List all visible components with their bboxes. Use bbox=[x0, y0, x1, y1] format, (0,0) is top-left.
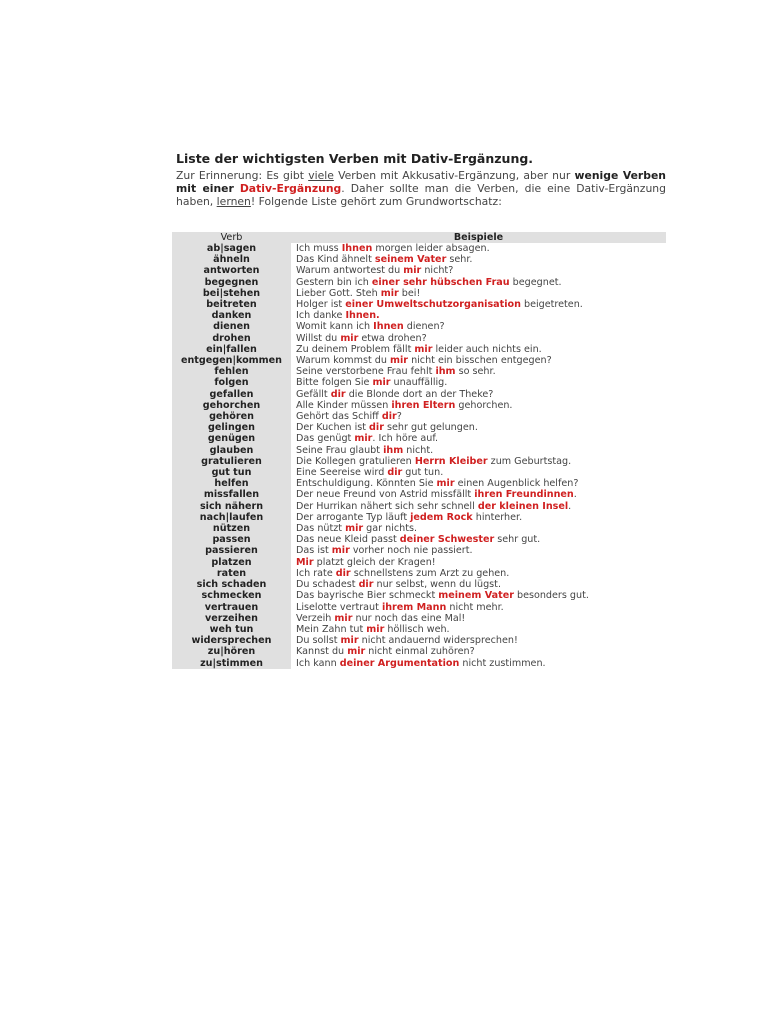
example-cell bbox=[291, 445, 666, 456]
example-text: Das neue Kleid passt bbox=[296, 534, 400, 546]
example-cell bbox=[291, 501, 666, 512]
underlined-word: lernen bbox=[216, 195, 251, 208]
verb-cell: antworten bbox=[172, 265, 291, 276]
example-text: nicht. bbox=[403, 444, 434, 456]
example-text: nur selbst, wenn du lügst. bbox=[373, 579, 501, 591]
dative-object: Herrn Kleiber bbox=[414, 455, 488, 467]
dative-object: mir bbox=[334, 612, 353, 624]
intro-text: Zur Erinnerung: Es gibt bbox=[176, 169, 309, 182]
example-cell bbox=[291, 288, 666, 299]
example-text: ? bbox=[396, 411, 402, 423]
dative-object: mir bbox=[403, 265, 422, 277]
example-text: Das nützt bbox=[296, 523, 346, 535]
example-cell bbox=[291, 321, 666, 332]
verb-cell: vertrauen bbox=[172, 602, 291, 613]
example-text: beigetreten. bbox=[520, 299, 583, 311]
example-cell bbox=[291, 624, 666, 635]
dative-object: dir bbox=[330, 388, 346, 400]
example-cell bbox=[291, 355, 666, 366]
example-text: Willst du bbox=[296, 332, 341, 344]
dative-object: einer sehr hübschen Frau bbox=[371, 276, 510, 288]
example-cell bbox=[291, 467, 666, 478]
verb-cell: dienen bbox=[172, 321, 291, 332]
table-row bbox=[172, 333, 666, 344]
table-row bbox=[172, 545, 666, 556]
example-cell bbox=[291, 602, 666, 613]
example-text: hinterher. bbox=[472, 511, 523, 523]
example-cell bbox=[291, 299, 666, 310]
verb-column-header: Verb bbox=[172, 232, 291, 243]
example-text: Gestern bin ich bbox=[296, 276, 372, 288]
example-cell bbox=[291, 265, 666, 276]
table-row bbox=[172, 478, 666, 489]
example-cell bbox=[291, 478, 666, 489]
verb-cell: drohen bbox=[172, 333, 291, 344]
verb-cell: entgegen|kommen bbox=[172, 355, 291, 366]
verb-cell: passieren bbox=[172, 545, 291, 556]
table-row bbox=[172, 501, 666, 512]
verb-cell: folgen bbox=[172, 377, 291, 388]
example-cell bbox=[291, 635, 666, 646]
dative-object: ihren Eltern bbox=[391, 399, 456, 411]
example-text: Ich danke bbox=[296, 310, 346, 322]
dative-object: Ihnen. bbox=[345, 310, 380, 322]
table-row bbox=[172, 523, 666, 534]
table-row bbox=[172, 568, 666, 579]
example-text: Entschuldigung. Könnten Sie bbox=[296, 478, 437, 490]
example-text: Gehört das Schiff bbox=[296, 411, 382, 423]
table-row bbox=[172, 299, 666, 310]
underlined-word: viele bbox=[308, 169, 334, 182]
verb-cell: gelingen bbox=[172, 422, 291, 433]
example-text: Das ist bbox=[296, 545, 332, 557]
example-cell bbox=[291, 590, 666, 601]
example-text: gar nichts. bbox=[363, 523, 418, 535]
dative-object: mir bbox=[366, 623, 385, 635]
example-text: Ich muss bbox=[296, 243, 342, 254]
table-row bbox=[172, 445, 666, 456]
example-cell bbox=[291, 254, 666, 265]
verb-cell: schmecken bbox=[172, 590, 291, 601]
dative-object: mir bbox=[436, 478, 455, 490]
dative-object: mir bbox=[340, 332, 359, 344]
verb-cell: glauben bbox=[172, 445, 291, 456]
table-row bbox=[172, 602, 666, 613]
table-row bbox=[172, 658, 666, 669]
verb-cell: raten bbox=[172, 568, 291, 579]
verb-cell: zu|stimmen bbox=[172, 658, 291, 669]
table-row bbox=[172, 377, 666, 388]
table-row bbox=[172, 243, 666, 254]
dative-object: Mir bbox=[296, 556, 314, 568]
verb-cell: fehlen bbox=[172, 366, 291, 377]
verb-cell: beitreten bbox=[172, 299, 291, 310]
verb-cell: danken bbox=[172, 310, 291, 321]
example-text: Mein Zahn tut bbox=[296, 623, 367, 635]
example-cell bbox=[291, 411, 666, 422]
dative-object: mir bbox=[347, 646, 366, 658]
verb-cell: gut tun bbox=[172, 467, 291, 478]
table-row bbox=[172, 277, 666, 288]
verb-cell: nützen bbox=[172, 523, 291, 534]
table-row bbox=[172, 411, 666, 422]
example-text: nicht zustimmen. bbox=[459, 657, 546, 669]
intro-text: ! Folgende Liste gehört zum Grundwortschatz: bbox=[250, 195, 502, 208]
table-row bbox=[172, 512, 666, 523]
example-text: leider auch nichts ein. bbox=[432, 343, 542, 355]
example-text: etwa drohen? bbox=[358, 332, 427, 344]
verb-cell: zu|hören bbox=[172, 646, 291, 657]
example-text: unauffällig. bbox=[390, 377, 448, 389]
dative-object: meinem Vater bbox=[438, 590, 514, 602]
example-text: Womit kann ich bbox=[296, 321, 374, 333]
example-cell bbox=[291, 613, 666, 624]
table-row bbox=[172, 557, 666, 568]
example-cell bbox=[291, 310, 666, 321]
verb-cell: verzeihen bbox=[172, 613, 291, 624]
example-text: Bitte folgen Sie bbox=[296, 377, 373, 389]
example-cell bbox=[291, 557, 666, 568]
example-text: Zu deinem Problem fällt bbox=[296, 343, 415, 355]
example-text: Verzeih bbox=[296, 612, 335, 624]
example-cell bbox=[291, 366, 666, 377]
table-row bbox=[172, 321, 666, 332]
intro-text: . Daher sollte man die Verben, die eine Dativ-Ergänzung haben, bbox=[176, 182, 666, 208]
dative-object: deiner Schwester bbox=[399, 534, 495, 546]
example-text: Kannst du bbox=[296, 646, 348, 658]
table-row bbox=[172, 646, 666, 657]
example-cell bbox=[291, 579, 666, 590]
table-row bbox=[172, 422, 666, 433]
example-text: Der Kuchen ist bbox=[296, 422, 370, 434]
dative-object: dir bbox=[369, 422, 384, 434]
example-cell bbox=[291, 489, 666, 500]
table-row bbox=[172, 433, 666, 444]
example-text: dienen? bbox=[403, 321, 445, 333]
table-row bbox=[172, 389, 666, 400]
table-row bbox=[172, 355, 666, 366]
table-row bbox=[172, 310, 666, 321]
dative-object: mir bbox=[414, 343, 433, 355]
table-row bbox=[172, 579, 666, 590]
verb-cell: ab|sagen bbox=[172, 243, 291, 254]
table-row bbox=[172, 254, 666, 265]
table-row bbox=[172, 534, 666, 545]
example-text: Das bayrische Bier schmeckt bbox=[296, 590, 439, 602]
example-text: Ich kann bbox=[296, 657, 340, 669]
verb-cell: ein|fallen bbox=[172, 344, 291, 355]
example-text: nicht andauernd widersprechen! bbox=[358, 635, 518, 647]
dative-object: ihren Freundinnen bbox=[474, 489, 574, 501]
example-text: höllisch weh. bbox=[384, 623, 450, 635]
example-text: Die Kollegen gratulieren bbox=[296, 455, 415, 467]
example-text: nicht einmal zuhören? bbox=[365, 646, 475, 658]
example-text: Liselotte vertraut bbox=[296, 601, 382, 613]
example-text: Ich rate bbox=[296, 567, 336, 579]
example-text: Seine Frau glaubt bbox=[296, 444, 384, 456]
dative-object: dir bbox=[387, 467, 403, 479]
dative-object: ihrem Mann bbox=[381, 601, 447, 613]
dative-object: mir bbox=[345, 523, 364, 535]
example-text: so sehr. bbox=[455, 366, 496, 378]
dative-object: der kleinen Insel bbox=[477, 500, 569, 512]
dative-object: ihm bbox=[435, 366, 456, 378]
page-title: Liste der wichtigsten Verben mit Dativ-Ergänzung. bbox=[176, 151, 534, 166]
example-text: schnellstens zum Arzt zu gehen. bbox=[350, 567, 510, 579]
example-text: Holger ist bbox=[296, 299, 346, 311]
table-row bbox=[172, 366, 666, 377]
table-header-row bbox=[172, 232, 666, 243]
example-text: einen Augenblick helfen? bbox=[454, 478, 579, 490]
dative-object: dir bbox=[335, 567, 351, 579]
table-row bbox=[172, 624, 666, 635]
verb-cell: gefallen bbox=[172, 389, 291, 400]
example-text: sehr. bbox=[446, 254, 473, 266]
example-text: die Blonde dort an der Theke? bbox=[345, 388, 494, 400]
verb-cell: gratulieren bbox=[172, 456, 291, 467]
dative-object: seinem Vater bbox=[374, 254, 447, 266]
table-row bbox=[172, 590, 666, 601]
verb-cell: begegnen bbox=[172, 277, 291, 288]
example-text: besonders gut. bbox=[513, 590, 589, 602]
intro-text: Verben mit Akkusativ-Ergänzung, aber nur bbox=[333, 169, 575, 182]
example-text: Warum antwortest du bbox=[296, 265, 404, 277]
dative-object: mir bbox=[340, 635, 359, 647]
verb-table bbox=[172, 232, 666, 669]
document-header bbox=[176, 152, 666, 208]
intro-paragraph bbox=[176, 169, 666, 208]
verb-cell: platzen bbox=[172, 557, 291, 568]
verb-cell: missfallen bbox=[172, 489, 291, 500]
example-text: sehr gut gelungen. bbox=[383, 422, 478, 434]
table-row bbox=[172, 400, 666, 411]
dative-object: einer Umweltschutzorganisation bbox=[345, 299, 521, 311]
example-cell bbox=[291, 389, 666, 400]
verb-cell: passen bbox=[172, 534, 291, 545]
example-text: Du sollst bbox=[296, 635, 341, 647]
example-text: Das genügt bbox=[296, 433, 355, 445]
example-cell bbox=[291, 545, 666, 556]
example-text: begegnet. bbox=[509, 276, 562, 288]
example-text: gehorchen. bbox=[455, 399, 513, 411]
verb-cell: sich schaden bbox=[172, 579, 291, 590]
example-cell bbox=[291, 344, 666, 355]
example-text: Seine verstorbene Frau fehlt bbox=[296, 366, 436, 378]
example-text: morgen leider absagen. bbox=[372, 243, 490, 254]
example-cell bbox=[291, 277, 666, 288]
table-row bbox=[172, 288, 666, 299]
verb-cell: ähneln bbox=[172, 254, 291, 265]
dative-object: Ihnen bbox=[373, 321, 404, 333]
example-text: nur noch das eine Mal! bbox=[352, 612, 466, 624]
example-cell bbox=[291, 333, 666, 344]
example-cell bbox=[291, 568, 666, 579]
table-row bbox=[172, 635, 666, 646]
verb-cell: gehören bbox=[172, 411, 291, 422]
example-text: nicht? bbox=[421, 265, 454, 277]
example-text: . bbox=[573, 489, 577, 501]
dative-object: mir bbox=[372, 377, 391, 389]
example-cell bbox=[291, 658, 666, 669]
table-row bbox=[172, 344, 666, 355]
example-cell bbox=[291, 243, 666, 254]
table-row bbox=[172, 467, 666, 478]
example-text: bei! bbox=[398, 287, 421, 299]
example-text: zum Geburtstag. bbox=[487, 455, 572, 467]
example-cell bbox=[291, 646, 666, 657]
table-row bbox=[172, 489, 666, 500]
dative-object: mir bbox=[331, 545, 350, 557]
dative-object: dir bbox=[381, 411, 397, 423]
example-text: Gefällt bbox=[296, 388, 331, 400]
verb-cell: gehorchen bbox=[172, 400, 291, 411]
bold-phrase: wenige Verben mit einer bbox=[176, 169, 666, 195]
example-text: . bbox=[568, 500, 572, 512]
example-cell bbox=[291, 422, 666, 433]
example-cell bbox=[291, 534, 666, 545]
example-text: Alle Kinder müssen bbox=[296, 399, 392, 411]
example-cell bbox=[291, 512, 666, 523]
example-text: Lieber Gott. Steh bbox=[296, 287, 381, 299]
table-row bbox=[172, 265, 666, 276]
table-row bbox=[172, 456, 666, 467]
example-text: Der neue Freund von Astrid missfällt bbox=[296, 489, 475, 501]
example-text: sehr gut. bbox=[494, 534, 541, 546]
verb-cell: widersprechen bbox=[172, 635, 291, 646]
example-cell bbox=[291, 377, 666, 388]
verb-cell: sich nähern bbox=[172, 501, 291, 512]
dative-object: mir bbox=[354, 433, 373, 445]
dative-object: mir bbox=[389, 355, 409, 367]
dative-object: mir bbox=[380, 287, 399, 299]
dative-object: Ihnen bbox=[341, 243, 373, 254]
example-cell bbox=[291, 456, 666, 467]
example-text: Der arrogante Typ läuft bbox=[296, 511, 411, 523]
example-cell bbox=[291, 433, 666, 444]
example-text: platzt gleich der Kragen! bbox=[313, 556, 436, 568]
example-text: Eine Seereise wird bbox=[296, 467, 388, 479]
verb-cell: nach|laufen bbox=[172, 512, 291, 523]
example-text: vorher noch nie passiert. bbox=[349, 545, 473, 557]
highlighted-term: Dativ-Ergänzung bbox=[239, 182, 342, 195]
example-cell bbox=[291, 523, 666, 534]
verb-cell: genügen bbox=[172, 433, 291, 444]
dative-object: dir bbox=[358, 579, 374, 591]
example-text: . Ich höre auf. bbox=[372, 433, 439, 445]
dative-object: deiner Argumentation bbox=[339, 657, 460, 669]
example-cell bbox=[291, 400, 666, 411]
table-row bbox=[172, 613, 666, 624]
verb-cell: bei|stehen bbox=[172, 288, 291, 299]
example-text: nicht mehr. bbox=[446, 601, 504, 613]
verb-cell: weh tun bbox=[172, 624, 291, 635]
dative-object: jedem Rock bbox=[410, 511, 473, 523]
example-text: nicht ein bisschen entgegen? bbox=[408, 355, 552, 367]
example-text: Der Hurrikan nähert sich sehr schnell bbox=[296, 500, 478, 512]
example-text: Du schadest bbox=[296, 579, 359, 591]
dative-object: ihm bbox=[383, 444, 404, 456]
example-text: Das Kind ähnelt bbox=[296, 254, 375, 266]
examples-column-header: Beispiele bbox=[291, 232, 666, 243]
verb-cell: helfen bbox=[172, 478, 291, 489]
example-text: Warum kommst du bbox=[296, 355, 390, 367]
example-text: gut tun. bbox=[402, 467, 444, 479]
